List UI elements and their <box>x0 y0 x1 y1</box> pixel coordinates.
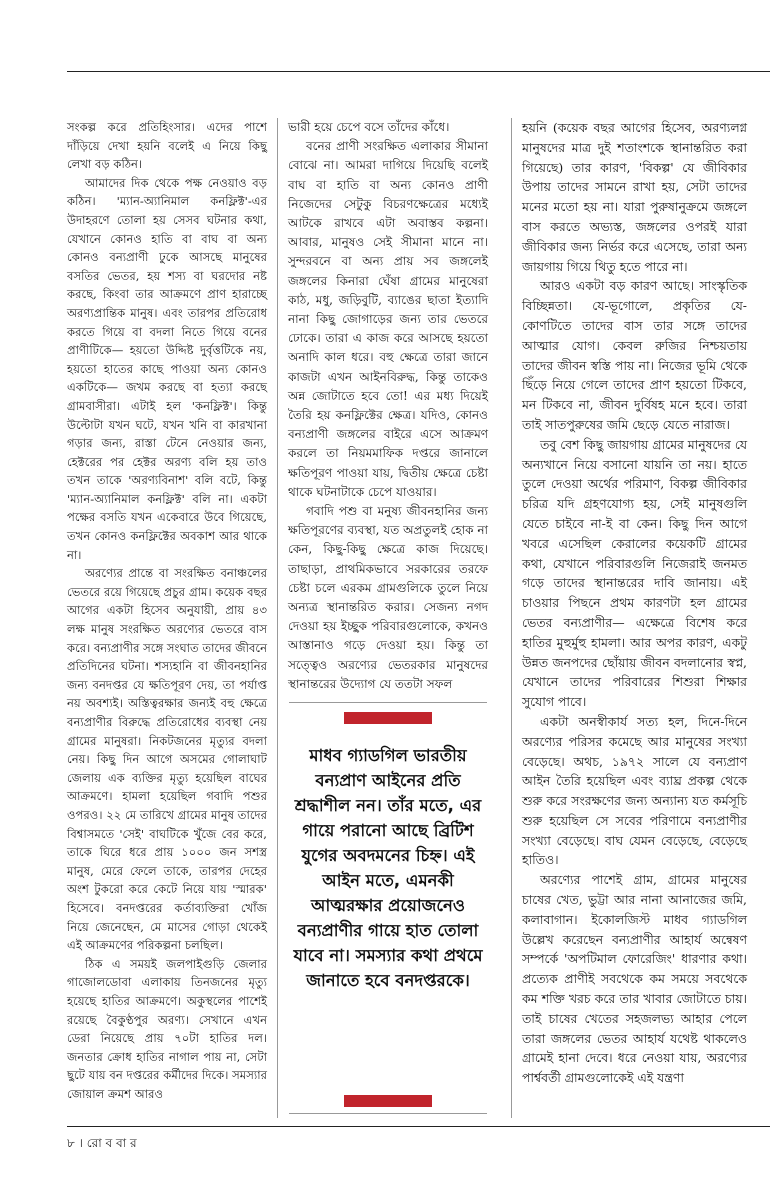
pull-quote-top-bar <box>344 712 432 724</box>
paragraph: আমাদের দিক থেকে পক্ষ নেওয়াও বড় কঠিন। 'ম্যান-অ্যানিমাল কনফ্লিক্ট'-এর উদাহরণে তোলা হয় সেসব ঘটনার কথা, যেখানে কোনও হাতি বা বাঘ বা অন্য কোনও বন্যপ্রাণী ঢুকে আসছে মানুষের বসতির ভেতর, হয় শস্য বা ঘরদোর নষ্ট করছে, কিংবা তার আক্রমণে প্রাণ হারাচ্ছে অরণ্যপ্রান্তিক মানুষ। এবং তারপর প্রতিরোধ করতে গিয়ে বা বদলা নিতে গিয়ে বনের প্রাণীটিকে— হয়তো উদ্দিষ্ট দুর্বৃত্তটিকে নয়, হয়তো হাতের কাছে পাওয়া অন্য কোনও একটিকে— জখম করছে বা হত্যা করছে গ্রামবাসীরা। এটাই হল 'কনফ্লিক্ট'। কিন্তু উল্টোটা যখন ঘটে, যখন খনি বা কারখানা গড়ার জন্য, রাস্তা টেনে নেওয়ার জন্য, হেক্টরের পর হেক্টর অরণ্য বলি হয় তাও তখন তাকে 'অরণ্যবিনাশ' বলি বটে, কিন্তু 'ম্যান-অ্যানিমাল কনফ্লিক্ট' বলি না। একটা পক্ষের বসতি যখন একেবারে উবে গিয়েছে, তখন কোনও কনফ্লিক্টের অবকাশ আর থাকে না। <box>67 175 267 562</box>
pull-quote-box <box>289 702 487 1114</box>
paragraph: হয়নি (কয়েক বছর আগের হিসেব, অরণ্যলগ্ন মানুষদের মাত্র দুই শতাংশকে স্থানান্তরিত করা গিয়েছে) তার কারণ, 'বিকল্প' যে জীবিকার উপায় তাদের সামনে রাখা হয়, সেটা তাদের মনের মতো হয় না। যারা পুরুষানুক্রমে জঙ্গলে বাস করতে অভ্যস্ত, জঙ্গলের ওপরই যারা জীবিকার জন্য নির্ভর করে এসেছে, তারা অন্য জায়গায় গিয়ে থিতু হতে পারে না। <box>522 120 747 274</box>
bottom-rule <box>67 1126 770 1127</box>
article-column-1 <box>67 118 278 1118</box>
page-footer <box>67 1135 137 1155</box>
section-name: রো ব বা র <box>86 1136 137 1150</box>
paragraph: বনের প্রাণী সংরক্ষিত এলাকার সীমানা বোঝে না। আমরা দাগিয়ে দিয়েছি বলেই বাঘ বা হাতি বা অন্য কোনও প্রাণী নিজেদের সেটুকু বিচরণক্ষেত্রের মধ্যেই আটকে রাখবে এটা অবাস্তব কল্পনা। আবার, মানুষও সেই সীমানা মানে না। সুন্দরবনে বা অন্য প্রায় সব জঙ্গলেই জঙ্গলের কিনারা ঘেঁষা গ্রামের মানুষেরা কাঠ, মধু, জড়িবুটি, ব্যাঙের ছাতা ইত্যাদি নানা কিছু জোগাড়ের জন্য তার ভেতরে ঢোকে। তারা এ কাজ করে আসছে হয়তো অনাদি কাল ধরে। বহু ক্ষেত্রে তারা জানে কাজটা এখন আইনবিরুদ্ধ, কিন্তু তাকেও অন্ন জোটাতে হবে তো! এর মধ্য দিয়েই তৈরি হয় কনফ্লিক্টের ক্ষেত্র। যদিও, কোনও বন্যপ্রাণী জঙ্গলের বাইরে এসে আক্রমণ করলে তা নিয়মমাফিক দপ্তরে জানালে ক্ষতিপূরণ পাওয়া যায়, দ্বিতীয় ক্ষেত্রে চেষ্টা থাকে ঘটনাটাকে চেপে যাওয়ার। <box>288 139 488 499</box>
paragraph: ভারী হয়ে চেপে বসে তাঁদের কাঁধে। <box>288 120 450 134</box>
article-column-3 <box>511 118 747 1118</box>
paragraph: আরও একটা বড় কারণ আছে। সাংস্কৃতিক বিচ্ছিন্নতা। যে-ভূগোলে, প্রকৃতির যে-কোণটিতে তাদের বাস তার সঙ্গে তাদের আত্মার যোগ। কেবল রুজির নিশ্চয়তায় তাদের জীবন স্বস্তি পায় না। নিজের ভূমি থেকে ছিঁড়ে নিয়ে গেলে তাদের প্রাণ হয়তো টিকবে, মন টিকবে না, জীবন দুর্বিষহ মনে হবে। তারা তাই সাতপুরুষের জমি ছেড়ে যেতে নারাজ। <box>522 278 747 432</box>
paragraph: অরণ্যের প্রান্তে বা সংরক্ষিত বনাঞ্চলের ভেতরে রয়ে গিয়েছে প্রচুর গ্রাম। কয়েক বছর আগের একটা হিসেব অনুযায়ী, প্রায় ৪৩ লক্ষ মানুষ সংরক্ষিত অরণ্যের ভেতরে বাস করে। বন্যপ্রাণীর সঙ্গে সংঘাত তাদের জীবনে প্রতিদিনের ঘটনা। শস্যহানি বা জীবনহানির জন্য বনদপ্তর যে ক্ষতিপূরণ দেয়, তা পর্যাপ্ত নয় অবশ্যই। অস্তিত্বরক্ষার জন্যই বহু ক্ষেত্রে বন্যপ্রাণীর বিরুদ্ধে প্রতিরোধের ব্যবস্থা নেয় গ্রামের মানুষরা। নিকটজনের মৃত্যুর বদলা নেয়। কিছু দিন আগে অসমের গোলাঘাট জেলায় এক ব্যক্তির মৃত্যু হয়েছিল বাঘের আক্রমণে। হামলা হয়েছিল গবাদি পশুর ওপরও। ২২ মে তারিখে গ্রামের মানুষ তাদের বিশ্বাসমতে 'সেই' বাঘটিকে খুঁজে বের করে, তাকে ঘিরে ধরে প্রায় ১০০০ জন সশস্ত্র মানুষ, মেরে ফেলে তাকে, তারপর দেহের অংশ টুকরো করে কেটে নিয়ে যায় 'স্মারক' হিসেবে। বনদপ্তরের কর্তাব্যক্তিরা খোঁজ নিয়ে জেনেছেন, মে মাসের গোড়া থেকেই এই আক্রমণের পরিকল্পনা চলছিল। <box>67 566 267 953</box>
paragraph: একটা অনস্বীকার্য সত্য হল, দিনে-দিনে অরণ্যের পরিসর কমেছে আর মানুষের সংখ্যা বেড়েছে। অথচ, ১৯৭২ সালে যে বন্যপ্রাণ আইন তৈরি হয়েছিল এবং ব্যাঘ্র প্রকল্প থেকে শুরু করে সংরক্ষণের জন্য অন্যান্য যত কর্মসূচি শুরু হয়েছিল সে সবের পরিণামে বন্যপ্রাণীর সংখ্যা বেড়েছে। বাঘ যেমন বেড়েছে, বেড়েছে হাতিও। <box>522 713 747 868</box>
pull-quote-text: মাধব গ্যাডগিল ভারতীয় বন্যপ্রাণ আইনের প্রতি শ্রদ্ধাশীল নন। তাঁর মতে, এর গায়ে পরানো আছে ব্রিটিশ যুগের অবদমনের চিহ্ন। এই আইন মতে, এমনকী আত্মরক্ষার প্রয়োজনেও বন্যপ্রাণীর গায়ে হাত তোলা যাবে না। সমস্যার কথা প্রথমে জানাতে হবে বনদপ্তরকে। <box>293 746 483 990</box>
paragraph: ঠিক এ সময়ই জলপাইগুড়ি জেলার গাজোলডোবা এলাকায় তিনজনের মৃত্যু হয়েছে হাতির আক্রমণে। অকুস্থলের পাশেই রয়েছে বৈকুণ্ঠপুর অরণ্য। সেখানে এখন ডেরা নিয়েছে প্রায় ৭০টা হাতির দল। জনতার ক্রোধ হাতির নাগাল পায় না, সেটা ছুটে যায় বন দপ্তরের কর্মীদের দিকে। সমস্যার জোয়াল ক্রমশ আরও <box>67 956 267 1101</box>
paragraph: তবু বেশ কিছু জায়গায় গ্রামের মানুষদের যে অন্যখানে নিয়ে বসানো যায়নি তা নয়। হাতে তুলে দেওয়া অর্থের পরিমাণ, বিকল্প জীবিকার চরিত্র যদি গ্রহণযোগ্য হয়, সেই মানুষগুলি যেতে চাইবে না-ই বা কেন। কিছু দিন আগে খবরে এসেছিল কেরালের কয়েকটি গ্রামের কথা, যেখানে পরিবারগুলি নিজেরাই জনমত গড়ে তাদের স্থানান্তরের দাবি জানায়। এই চাওয়ার পিছনে প্রথম কারণটা হল গ্রামের ভেতর বন্যপ্রাণীর— এক্ষেত্রে বিশেষ করে হাতির মুহুর্মুহু হামলা। আর অপর কারণ, একটু উন্নত জনপদের ছোঁয়ায় জীবন বদলানোর স্বপ্ন, যেখানে তাদের পরিবারের শিশুরা শিক্ষার সুযোগ পাবে। <box>522 436 747 710</box>
top-rule <box>67 71 770 72</box>
article-column-2 <box>288 118 498 698</box>
pull-quote-bottom-bar <box>344 1095 432 1107</box>
page-number: ৮ <box>67 1136 75 1150</box>
paragraph: সংকল্প করে প্রতিহিংসার। এদের পাশে দাঁড়িয়ে দেখা হয়নি বলেই এ নিয়ে কিছু লেখা বড় কঠিন। <box>67 120 267 172</box>
footer-separator: । <box>78 1136 83 1150</box>
paragraph: গবাদি পশু বা মনুষ্য জীবনহানির জন্য ক্ষতিপূরণের ব্যবস্থা, যত অপ্রতুলই হোক না কেন, কিছু-কিছু ক্ষেত্রে কাজ দিয়েছে। তাছাড়া, প্রাথমিকভাবে সরকারের তরফে চেষ্টা চলে এরকম গ্রামগুলিকে তুলে নিয়ে অন্যত্র স্থানান্তরিত করার। সেজন্য নগদ দেওয়া হয় ইচ্ছুক পরিবারগুলোকে, কখনও আস্তানাও গড়ে দেওয়া হয়। কিন্তু তা সত্ত্বেও অরণ্যের ভেতরকার মানুষদের স্থানান্তরের উদ্যোগ যে ততটা সফল <box>288 504 488 691</box>
paragraph: অরণ্যের পাশেই গ্রাম, গ্রামের মানুষের চাষের খেত, ভুট্টা আর নানা আনাজের জমি, কলাবাগান। ইকোলজিস্ট মাধব গ্যাডগিল উল্লেখ করেছেন বন্যপ্রাণীর আহার্য অন্বেষণ সম্পর্কে 'অপটিমাল ফোরেজিং' ধারণার কথা। প্রত্যেক প্রাণীই সবথেকে কম সময়ে সবথেকে কম শক্তি খরচ করে তার খাবার জোটাতে চায়। তাই চাষের খেতের সহজলভ্য আহার পেলে তারা জঙ্গলের ভেতর আহার্য যথেষ্ট থাকলেও গ্রামেই হানা দেবে। ধরে নেওয়া যায়, অরণ্যের পার্শ্ববর্তী গ্রামগুলোকেই এই যন্ত্রণা <box>522 872 747 1086</box>
